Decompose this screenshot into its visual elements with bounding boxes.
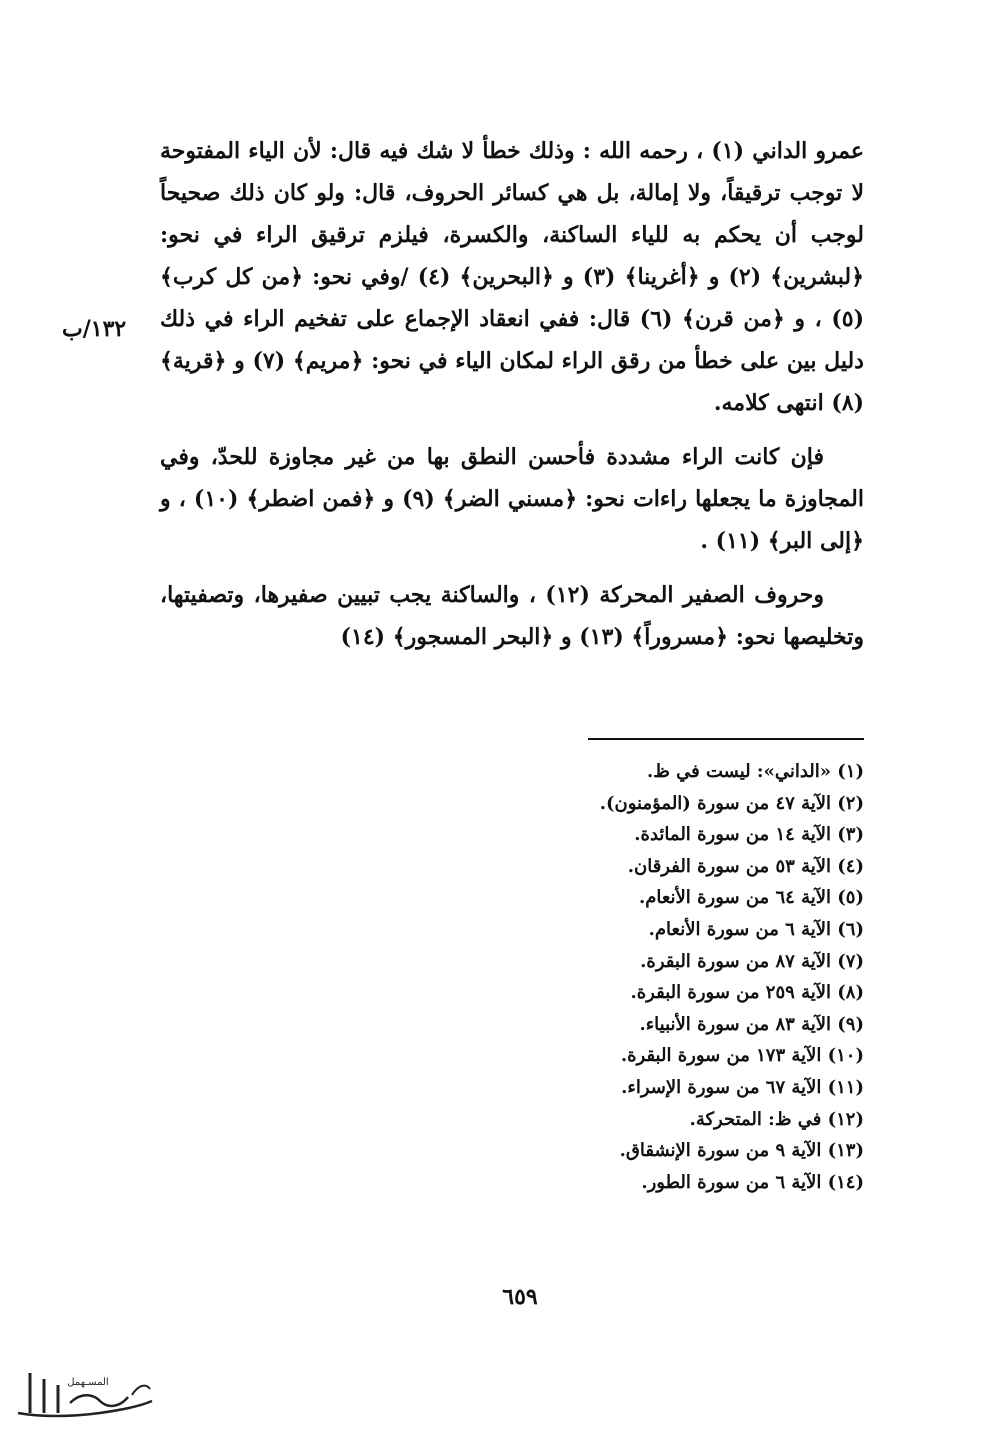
page-number: ٦٥٩ — [502, 1284, 538, 1310]
footnote-13: (١٣) الآية ٩ من سورة الإنشقاق. — [619, 1140, 864, 1162]
paragraph-1: عمرو الداني (١) ، رحمه الله : وذلك خطأ لا شك فيه قال: لأن الياء المفتوحة لا توجب ترقيقاً، ولا إمالة، بل هي كسائر الحروف، قال: ولو كان ذلك صحيحاً لوجب أن يحكم به للياء الساكنة، والكسرة، فيلزم ترقيق الراء في نحو: ﴿لبشرين﴾ (٢) و ﴿أغرينا﴾ (٣) و ﴿البحرين﴾ (٤) /وفي نحو: ﴿من كل كرب﴾ (٥) ، و ﴿من قرن﴾ (٦) قال: ففي انعقاد الإجماع على تفخيم الراء في ذلك دليل بين على خطأ من رقق الراء لمكان الياء في نحو: ﴿مريم﴾ (٧) و ﴿قرية﴾ (٨) انتهى كلامه. — [160, 138, 864, 416]
footnote-6: (٦) الآية ٦ من سورة الأنعام. — [648, 918, 864, 940]
footnote-2: (٢) الآية ٤٧ من سورة (المؤمنون). — [599, 792, 864, 814]
paragraph-3: وحروف الصفير المحركة (١٢) ، والساكنة يجب تبيين صفيرها، وتصفيتها، وتخليصها نحو: ﴿مسروراً﴾ (١٣) و ﴿البحر المسجور﴾ (١٤) — [160, 582, 864, 650]
footnote-divider — [588, 738, 864, 740]
logo-text: المسـهمل — [67, 1377, 109, 1388]
paragraph-2: فإن كانت الراء مشددة فأحسن النطق بها من غير مجاوزة للحدّ، وفي المجاوزة ما يجعلها راءات نحو: ﴿مسني الضر﴾ (٩) و ﴿فمن اضطر﴾ (١٠) ، و ﴿إلى البر﴾ (١١) . — [160, 444, 865, 554]
main-text — [160, 130, 864, 670]
footnote-8: (٨) الآية ٢٥٩ من سورة البقرة. — [630, 982, 864, 1004]
footnote-4: (٤) الآية ٥٣ من سورة الفرقان. — [627, 855, 864, 877]
footnote-10: (١٠) الآية ١٧٣ من سورة البقرة. — [620, 1045, 864, 1067]
footnotes-list — [420, 756, 864, 1198]
footnote-12: (١٢) في ظ: المتحركة. — [689, 1108, 864, 1130]
footnote-3: (٣) الآية ١٤ من سورة المائدة. — [634, 824, 864, 846]
footnote-1: (١) «الداني»: ليست في ظ. — [646, 761, 864, 782]
footnote-5: (٥) الآية ٦٤ من سورة الأنعام. — [638, 887, 864, 909]
footnote-11: (١١) الآية ٦٧ من سورة الإسراء. — [621, 1076, 864, 1098]
footnote-9: (٩) الآية ٨٣ من سورة الأنبياء. — [639, 1013, 864, 1035]
footnote-14: (١٤) الآية ٦ من سورة الطور. — [641, 1171, 864, 1193]
calligraphy-logo — [10, 1355, 160, 1425]
footnote-7: (٧) الآية ٨٧ من سورة البقرة. — [640, 950, 864, 972]
manuscript-folio-note: ١٣٢/ب — [62, 316, 127, 342]
